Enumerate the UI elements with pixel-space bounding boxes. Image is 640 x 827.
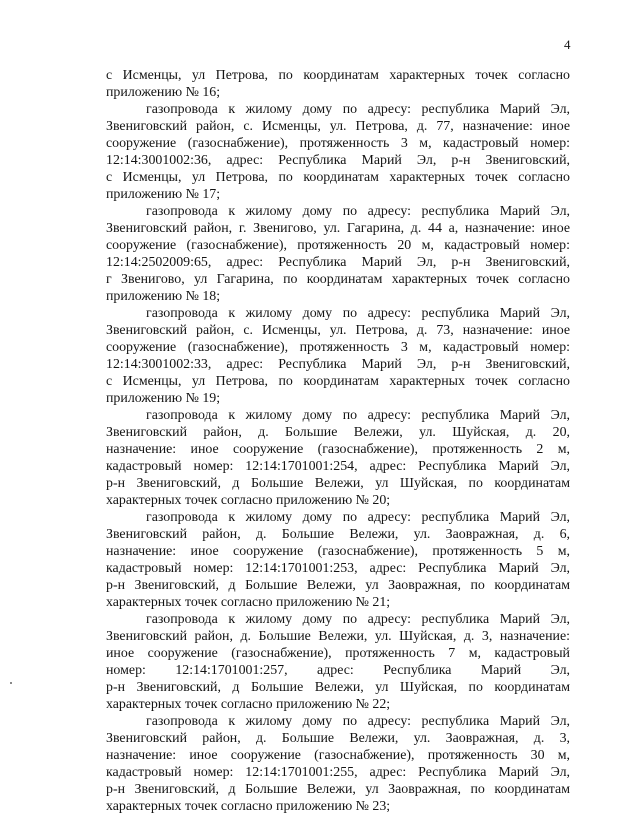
- text-line: иное сооружение (газоснабжение), протяженность 7 м, кадастровый: [106, 646, 570, 661]
- text-line: 12:14:2502009:65, адрес: Республика Марий Эл, р-н Звениговский,: [106, 255, 570, 270]
- text-line: Звениговский район, д. Большие Вележи, ул. Шуйская, д. 20,: [106, 425, 570, 440]
- paragraph-first-line: газопровода к жилому дому по адресу: республика Марий Эл,: [146, 510, 570, 525]
- paragraph-first-line: газопровода к жилому дому по адресу: республика Марий Эл,: [146, 306, 570, 321]
- text-line: р-н Звениговский, д Большие Вележи, ул Шуйская, по координатам: [106, 680, 570, 695]
- text-line: с Исменцы, ул Петрова, по координатам характерных точек согласно: [106, 374, 570, 389]
- text-line: приложению № 19;: [106, 391, 221, 406]
- text-line: Звениговский район, г. Звенигово, ул. Гагарина, д. 44 а, назначение: иное: [106, 221, 570, 236]
- text-line: Звениговский район, д. Большие Вележи, ул. Заовражная, д. 3,: [106, 731, 570, 746]
- document-body: [106, 67, 570, 815]
- text-line: кадастровый номер: 12:14:1701001:253, адрес: Республика Марий Эл,: [106, 561, 570, 576]
- text-line: 12:14:3001002:36, адрес: Республика Марий Эл, р-н Звениговский,: [106, 153, 570, 168]
- text-line: р-н Звениговский, д Большие Вележи, ул Заовражная, по координатам: [106, 578, 570, 593]
- text-line: г Звенигово, ул Гагарина, по координатам характерных точек согласно: [106, 272, 570, 287]
- text-line: сооружение (газоснабжение), протяженность 3 м, кадастровый номер:: [106, 136, 570, 151]
- text-line: с Исменцы, ул Петрова, по координатам характерных точек согласно: [106, 170, 570, 185]
- text-line: Звениговский район, с. Исменцы, ул. Петрова, д. 77, назначение: иное: [106, 119, 570, 134]
- text-line: номер: 12:14:1701001:257, адрес: Республика Марий Эл,: [106, 663, 570, 678]
- text-line: Звениговский район, д. Большие Вележи, ул. Шуйская, д. 3, назначение:: [106, 629, 570, 644]
- text-line: Звениговский район, д. Большие Вележи, ул. Заовражная, д. 6,: [106, 527, 570, 542]
- text-line: назначение: иное сооружение (газоснабжение), протяженность 5 м,: [106, 544, 570, 559]
- paragraph-first-line: газопровода к жилому дому по адресу: республика Марий Эл,: [146, 612, 570, 627]
- text-line: кадастровый номер: 12:14:1701001:255, адрес: Республика Марий Эл,: [106, 765, 570, 780]
- paragraph-first-line: газопровода к жилому дому по адресу: республика Марий Эл,: [146, 204, 570, 219]
- text-line: Звениговский район, с. Исменцы, ул. Петрова, д. 73, назначение: иное: [106, 323, 570, 338]
- text-line: приложению № 17;: [106, 187, 221, 202]
- text-line: приложению № 18;: [106, 289, 221, 304]
- text-line: 12:14:3001002:33, адрес: Республика Марий Эл, р-н Звениговский,: [106, 357, 570, 372]
- paragraph-first-line: газопровода к жилому дому по адресу: республика Марий Эл,: [146, 408, 570, 423]
- text-line: кадастровый номер: 12:14:1701001:254, адрес: Республика Марий Эл,: [106, 459, 570, 474]
- text-line: характерных точек согласно приложению № 23;: [106, 799, 391, 814]
- text-line: характерных точек согласно приложению № 20;: [106, 493, 391, 508]
- text-line: сооружение (газоснабжение), протяженность 20 м, кадастровый номер:: [106, 238, 570, 253]
- text-line: назначение: иное сооружение (газоснабжение), протяженность 30 м,: [106, 748, 570, 763]
- text-line: сооружение (газоснабжение), протяженность 3 м, кадастровый номер:: [106, 340, 570, 355]
- text-line: характерных точек согласно приложению № 21;: [106, 595, 391, 610]
- paragraph-first-line: газопровода к жилому дому по адресу: республика Марий Эл,: [146, 714, 570, 729]
- text-line: характерных точек согласно приложению № 22;: [106, 697, 391, 712]
- text-line: р-н Звениговский, д Большие Вележи, ул Шуйская, по координатам: [106, 476, 570, 491]
- page-number: 4: [564, 37, 571, 52]
- scan-speck: [10, 682, 12, 684]
- text-line: с Исменцы, ул Петрова, по координатам характерных точек согласно: [106, 68, 570, 83]
- text-line: р-н Звениговский, д Большие Вележи, ул Заовражная, по координатам: [106, 782, 570, 797]
- text-line: приложению № 16;: [106, 85, 221, 100]
- paragraph-first-line: газопровода к жилому дому по адресу: республика Марий Эл,: [146, 102, 570, 117]
- text-line: назначение: иное сооружение (газоснабжение), протяженность 2 м,: [106, 442, 570, 457]
